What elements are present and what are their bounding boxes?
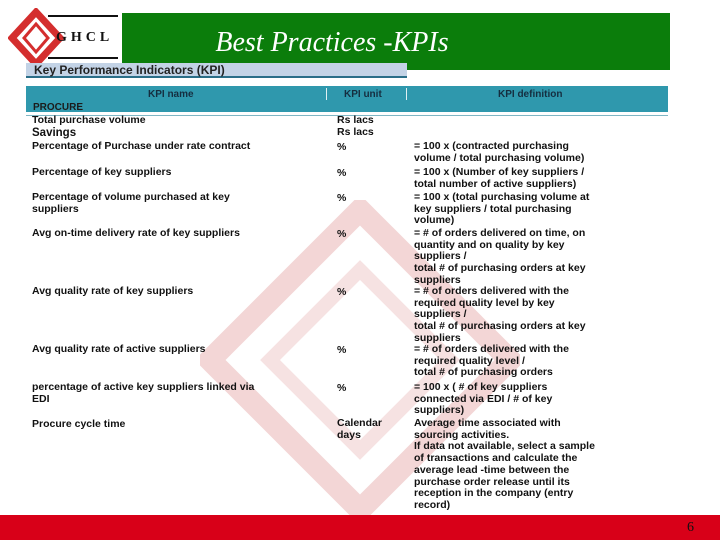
column-divider <box>326 88 327 100</box>
kpi-name-cell: Percentage of volume purchased at key suppliers <box>32 191 230 215</box>
ghcl-logo <box>8 8 120 66</box>
kpi-unit-cell: % <box>337 344 347 356</box>
table-header <box>26 86 668 112</box>
page-number: 6 <box>687 520 694 535</box>
kpi-unit-cell: % <box>337 382 347 394</box>
kpi-section-heading: Key Performance Indicators (KPI) <box>26 63 407 78</box>
kpi-name-cell: Avg quality rate of active suppliers <box>32 343 206 355</box>
kpi-unit-cell: % <box>337 167 347 179</box>
kpi-unit-cell: Rs lacs <box>337 126 374 138</box>
kpi-name-cell: Avg quality rate of key suppliers <box>32 285 194 297</box>
footer-bar <box>0 515 720 540</box>
kpi-definition-cell: = # of orders delivered with the required quality level / total # of purchasing orders <box>414 343 569 379</box>
kpi-name-cell: Savings <box>32 127 77 139</box>
kpi-name-cell: Avg on-time delivery rate of key suppliers <box>32 227 240 239</box>
kpi-unit-cell: Calendar days <box>337 417 382 441</box>
kpi-unit-cell: % <box>337 286 347 298</box>
kpi-definition-cell: Average time associated with sourcing activities. If data not available, select a sample of transactions and calculate the average lead -time between the purchase order release until its reception in the company (entry record) <box>414 417 595 511</box>
page-title: Best Practices -KPIs <box>215 27 449 58</box>
kpi-definition-cell: = 100 x ( # of key suppliers connected via EDI / # of key suppliers) <box>414 381 553 417</box>
column-header-kpi-name: KPI name <box>148 89 194 100</box>
kpi-definition-cell: = # of orders delivered on time, on quantity and on quality by key suppliers / total # of purchasing orders at key suppliers <box>414 227 586 286</box>
kpi-definition-cell: = 100 x (total purchasing volume at key suppliers / total purchasing volume) <box>414 191 590 227</box>
logo-text: GHCL <box>56 30 114 45</box>
kpi-name-cell: Procure cycle time <box>32 418 126 430</box>
kpi-unit-cell: % <box>337 228 347 240</box>
kpi-name-cell: Percentage of key suppliers <box>32 166 172 178</box>
kpi-definition-cell: = 100 x (contracted purchasing volume / total purchasing volume) <box>414 140 585 164</box>
column-header-kpi-unit: KPI unit <box>344 89 382 100</box>
column-divider <box>406 88 407 100</box>
kpi-name-cell: Percentage of Purchase under rate contract <box>32 140 251 152</box>
kpi-name-cell: Total purchase volume <box>32 114 146 126</box>
column-header-kpi-definition: KPI definition <box>498 89 563 100</box>
kpi-definition-cell: = 100 x (Number of key suppliers / total number of active suppliers) <box>414 166 585 190</box>
kpi-unit-cell: % <box>337 141 347 153</box>
kpi-definition-cell: = # of orders delivered with the required quality level by key suppliers / total # of purchasing orders at key suppliers <box>414 285 586 344</box>
kpi-unit-cell: Rs lacs <box>337 114 374 126</box>
kpi-unit-cell: % <box>337 192 347 204</box>
title-bar <box>122 13 670 70</box>
section-label-procure: PROCURE <box>33 102 84 113</box>
kpi-name-cell: percentage of active key suppliers linked via EDI <box>32 381 255 405</box>
